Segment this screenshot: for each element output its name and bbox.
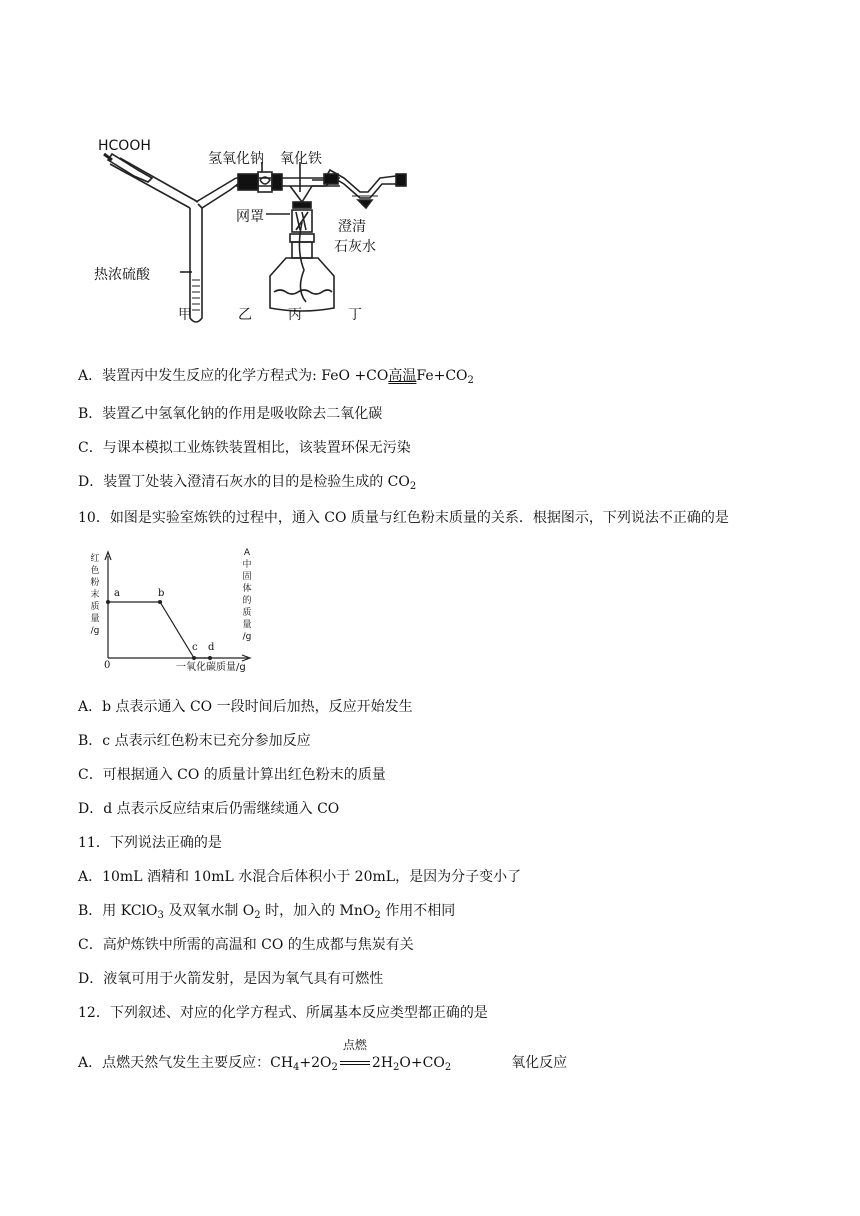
point-c-label: c <box>192 642 198 653</box>
graph-figure <box>84 544 264 674</box>
q12-a-sub2: 2 <box>331 1062 338 1073</box>
right-axis-char-3: 固 <box>242 572 252 582</box>
right-axis-char-2: 中 <box>242 560 252 570</box>
left-axis-char-3: 粉 <box>90 578 100 588</box>
q10-option-d: D．d 点表示反应结束后仍需继续通入 CO <box>78 801 340 817</box>
point-b-label: b <box>158 588 165 599</box>
left-axis-char-4: 末 <box>90 590 100 600</box>
q12-option-a <box>78 1038 568 1073</box>
q9-a-text: A．装置丙中发生反应的化学方程式为: <box>78 368 322 384</box>
q11-b-part2: 及双氧水制 O <box>163 903 255 919</box>
q9-option-c: C．与课本模拟工业炼铁装置相比，该装置环保无污染 <box>78 440 411 456</box>
q11-b-sub3: 2 <box>374 910 381 921</box>
left-axis-char-6: 量 <box>90 614 100 624</box>
apparatus-figure <box>90 130 420 330</box>
q12-a-right: 2H <box>371 1055 394 1071</box>
q11-stem: 11．下列说法正确的是 <box>78 835 222 851</box>
q10-option-b: B．c 点表示红色粉末已充分参加反应 <box>78 733 311 749</box>
q12-a-condition-text: 点燃 <box>342 1038 367 1052</box>
left-axis-char-2: 色 <box>90 566 100 576</box>
limewater-label-2: 石灰水 <box>334 239 376 255</box>
graph-xlabel: 一氧化碳质量/g <box>176 662 246 673</box>
q11-b-part4: 作用不相同 <box>380 903 456 919</box>
left-axis-char-5: 质 <box>90 602 100 612</box>
q9-d-text: D．装置丁处装入澄清石灰水的目的是检验生成的 CO <box>78 474 410 490</box>
q10-option-a: A．b 点表示通入 CO 一段时间后加热，反应开始发生 <box>78 699 413 715</box>
q11-option-d: D．液氧可用于火箭发射，是因为氧气具有可燃性 <box>78 971 384 987</box>
q12-a-sub4: 2 <box>444 1062 452 1073</box>
right-axis-char-1: A <box>243 548 251 558</box>
q10-option-c: C．可根据通入 CO 的质量计算出红色粉末的质量 <box>78 767 386 783</box>
q9-a-sub: 2 <box>467 375 474 386</box>
left-axis-char-7: /g <box>90 626 100 636</box>
q12-a-sub1: 4 <box>293 1062 300 1073</box>
q11-b-part1: B．用 KClO <box>78 903 158 919</box>
hcooh-label: HCOOH <box>98 138 151 154</box>
limewater-label-1: 澄清 <box>338 219 366 235</box>
label-bing: 丙 <box>288 307 302 323</box>
right-axis-char-7: 量 <box>242 620 252 630</box>
right-axis-char-6: 质 <box>242 608 252 618</box>
q10-stem: 10．如图是实验室炼铁的过程中，通入 CO 质量与红色粉末质量的关系．根据图示，下列说法不正确的是 <box>78 510 729 526</box>
q12-a-condition <box>340 1038 370 1073</box>
right-axis-char-4: 体 <box>242 584 252 594</box>
label-ding: 丁 <box>348 307 362 323</box>
q12-a-sub3: 2 <box>393 1062 400 1073</box>
right-axis-char-5: 的 <box>242 596 252 606</box>
q12-a-mid: +2O <box>299 1055 332 1071</box>
net-label: 网罩 <box>236 209 264 225</box>
left-axis-char-1: 红 <box>90 554 100 564</box>
point-d-label: d <box>208 642 215 653</box>
q9-option-b: B．装置乙中氢氧化钠的作用是吸收除去二氧化碳 <box>78 406 383 422</box>
right-axis-char-8: /g <box>242 632 252 642</box>
graph-drawing <box>84 544 264 674</box>
q12-a-text: A．点燃天然气发生主要反应：CH <box>78 1055 294 1071</box>
q11-b-sub2: 2 <box>254 910 261 921</box>
graph-origin: 0 <box>104 660 111 671</box>
q12-a-type: 氧化反应 <box>511 1055 568 1071</box>
q11-option-a: A．10mL 酒精和 10mL 水混合后体积小于 20mL，是因为分子变小了 <box>78 869 522 885</box>
q12-stem: 12．下列叙述、对应的化学方程式、所属基本反应类型都正确的是 <box>78 1005 488 1021</box>
q11-option-c: C．高炉炼铁中所需的高温和 CO 的生成都与焦炭有关 <box>78 937 414 953</box>
q12-a-right2: O+CO <box>399 1055 445 1071</box>
q11-b-sub1: 3 <box>157 910 164 921</box>
q9-a-eq-left: FeO +CO <box>321 368 389 384</box>
q9-option-a <box>78 366 474 386</box>
q11-option-b <box>78 901 455 921</box>
q9-option-d <box>78 472 416 492</box>
q12-a-condition-bars <box>340 1061 370 1065</box>
naoh-label: 氢氧化钠 <box>208 151 264 167</box>
q9-a-condition: 高温 <box>388 368 417 384</box>
q9-d-sub: 2 <box>409 481 417 492</box>
label-yi: 乙 <box>238 307 252 323</box>
point-a-label: a <box>114 588 120 599</box>
acid-label: 热浓硫酸 <box>94 267 150 283</box>
q9-a-eq-right: Fe+CO <box>416 368 468 384</box>
label-jia: 甲 <box>178 307 192 323</box>
q11-b-part3: 时，加入的 MnO <box>260 903 375 919</box>
fe2o3-label: 氧化铁 <box>280 151 322 167</box>
